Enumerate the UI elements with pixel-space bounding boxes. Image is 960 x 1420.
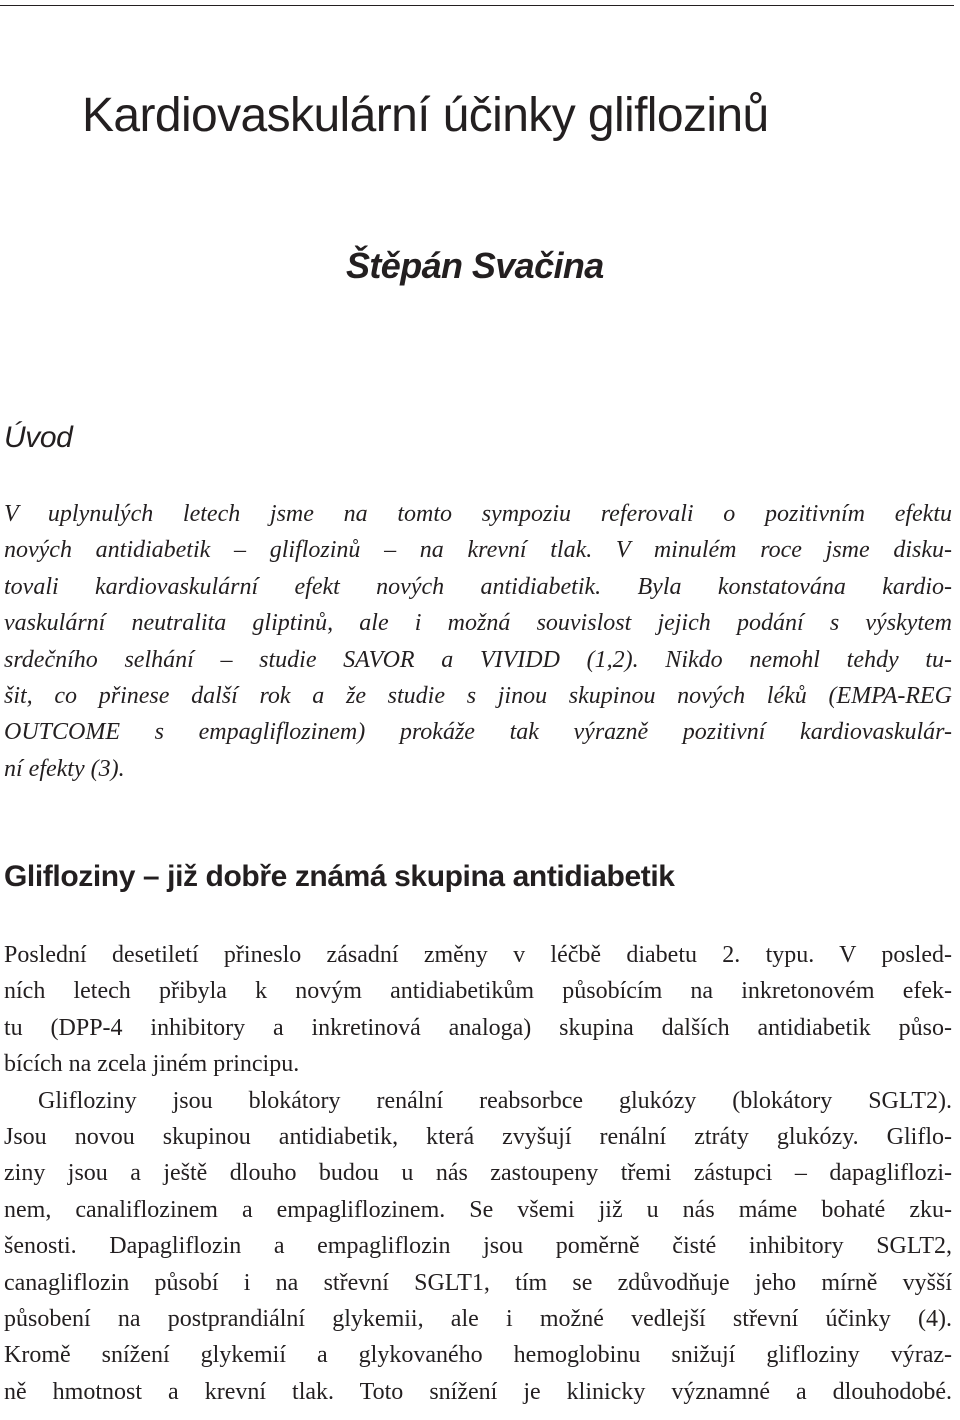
article-title: Kardiovaskulární účinky gliflozinů [82,89,769,142]
intro-line: šit, co přinese další rok a že studie s jinou skupinou nových léků (EMPA-REG [4,682,952,709]
intro-paragraph [4,496,952,787]
author-name: Štěpán Svačina [346,245,604,286]
section-body [4,937,952,1410]
body-line: působení na postprandiální glykemii, ale i možné vedlejší střevní účinky (4). [4,1305,952,1332]
intro-line: OUTCOME s empagliflozinem) prokáže tak výrazně pozitivní kardiovaskulár- [4,719,952,746]
body-line: nem, canaliflozinem a empagliflozinem. Se všemi již u nás máme bohaté zku- [4,1196,952,1223]
intro-heading: Úvod [4,421,73,454]
section-heading: Glifloziny – již dobře známá skupina antidiabetik [4,860,675,893]
body-line: Kromě snížení glykemií a glykovaného hemoglobinu snižují glifloziny výraz- [4,1342,952,1369]
body-line: bících na zcela jiném principu. [4,1051,300,1078]
intro-line: ní efekty (3). [4,755,125,782]
body-line: šenosti. Dapagliflozin a empagliflozin jsou poměrně čisté inhibitory SGLT2, [4,1233,952,1260]
top-rule [0,5,954,6]
body-line: canagliflozin působí i na střevní SGLT1, tím se zdůvodňuje jeho mírně vyšší [4,1269,952,1296]
body-line: ních letech přibyla k novým antidiabetikům působícím na inkretonovém efek- [4,978,952,1005]
body-line: ziny jsou a ještě dlouho budou u nás zastoupeny třemi zástupci – dapagliflozi- [4,1160,952,1187]
body-line: Poslední desetiletí přineslo zásadní změny v léčbě diabetu 2. typu. V posled- [4,942,952,968]
intro-line: vaskulární neutralita gliptinů, ale i možná souvislost jejich podání s výskytem [4,610,952,637]
body-line: tu (DPP-4 inhibitory a inkretinová analoga) skupina dalších antidiabetik půso- [4,1014,952,1041]
intro-line: V uplynulých letech jsme na tomto sympoziu referovali o pozitivním efektu [4,501,952,527]
body-line: Jsou novou skupinou antidiabetik, která zvyšují renální ztráty glukózy. Gliflo- [4,1123,952,1150]
intro-line: tovali kardiovaskulární efekt nových antidiabetik. Byla konstatována kardio- [4,573,952,600]
body-line: ně hmotnost a krevní tlak. Toto snížení je klinicky významné a dlouhodobé. [4,1378,952,1405]
body-line: Glifloziny jsou blokátory renální reabsorbce glukózy (blokátory SGLT2). [38,1087,952,1114]
intro-line: srdečního selhání – studie SAVOR a VIVIDD (1,2). Nikdo nemohl tehdy tu- [4,646,952,673]
intro-line: nových antidiabetik – gliflozinů – na krevní tlak. V minulém roce jsme disku- [4,537,952,564]
